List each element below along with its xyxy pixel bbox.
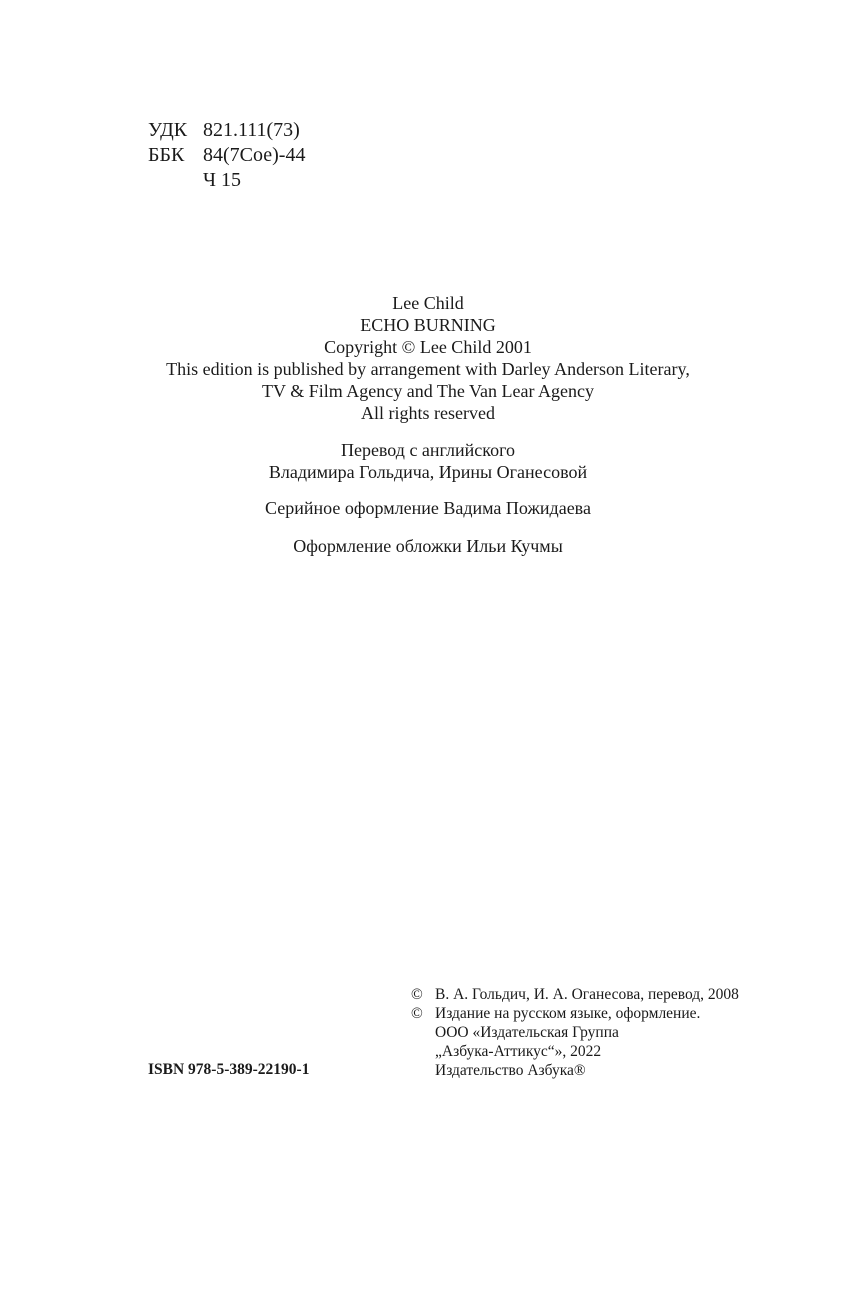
copyright-edition-line: ООО «Издательская Группа [435, 1024, 619, 1041]
bbk-row [148, 143, 305, 168]
copyright-edition-line: „Азбука-Аттикус“», 2022 [435, 1043, 602, 1060]
copyright-notices [411, 985, 739, 1080]
cover-design-line: Оформление обложки Ильи Кучмы [293, 536, 563, 556]
original-edition-info [0, 292, 856, 424]
translation-credit [0, 439, 856, 483]
author-mark-row [148, 168, 305, 193]
udk-label: УДК [148, 119, 188, 141]
udk-row [148, 118, 305, 143]
arrangement-line-1: This edition is published by arrangement with Darley Anderson Literary, [166, 359, 690, 379]
original-title: ECHO BURNING [360, 315, 496, 335]
cover-design-credit [0, 535, 856, 557]
copyright-translation [411, 985, 739, 1004]
classification-codes [148, 118, 305, 193]
author-mark-label [148, 168, 203, 193]
rights-reserved: All rights reserved [361, 403, 495, 423]
translation-line-2: Владимира Гольдича, Ирины Оганесовой [268, 462, 588, 482]
arrangement-line-2: TV & Film Agency and The Van Lear Agency [262, 381, 594, 401]
bbk-value: 84(7Сое)-44 [203, 144, 306, 166]
series-design-line: Серийное оформление Вадима Пожидаева [265, 498, 591, 518]
copyright-symbol: © [411, 1005, 423, 1022]
copyright-translation-line: В. А. Гольдич, И. А. Оганесова, перевод, 2008 [435, 986, 739, 1003]
original-copyright: Copyright © Lee Child 2001 [324, 337, 532, 357]
isbn: ISBN 978-5-389-22190-1 [148, 1061, 310, 1078]
udk-value: 821.111(73) [203, 119, 300, 141]
original-author: Lee Child [392, 293, 464, 313]
copyright-edition-line: Издание на русском языке, оформление. [435, 1005, 701, 1022]
copyright-edition-line: Издательство Азбука® [435, 1062, 586, 1079]
copyright-translation-text [435, 985, 739, 1004]
series-design-credit [0, 497, 856, 519]
author-mark-value: Ч 15 [203, 169, 241, 191]
copyright-symbol: © [411, 986, 423, 1003]
translation-line-1: Перевод с английского [340, 440, 516, 460]
bbk-label: ББК [148, 144, 185, 166]
copyright-edition [411, 1004, 739, 1080]
copyright-edition-text [435, 1004, 700, 1080]
